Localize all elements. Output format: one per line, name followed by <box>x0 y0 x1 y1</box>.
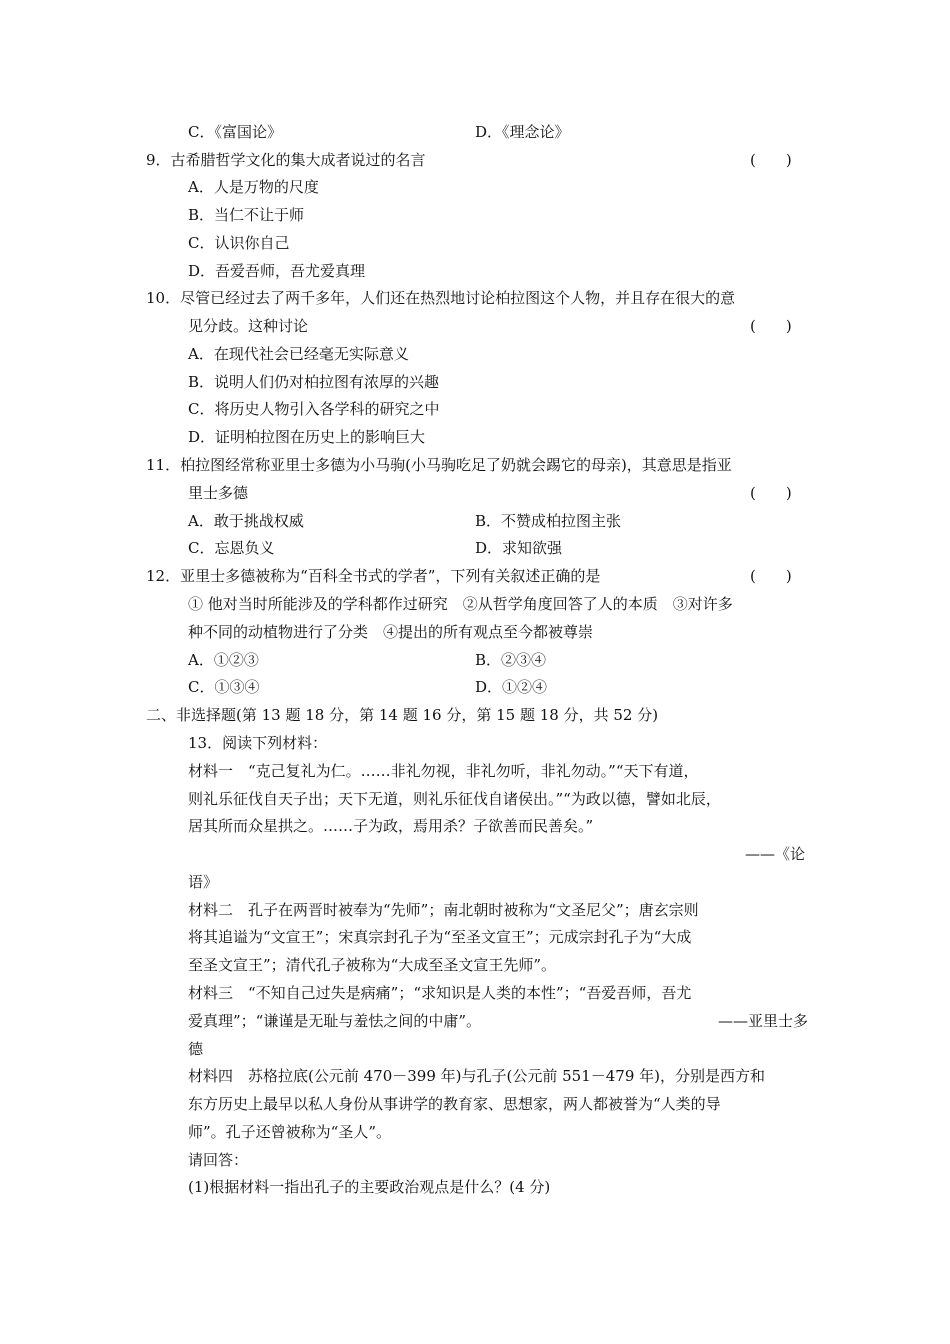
material-3-source-cont: 德 <box>188 1040 204 1058</box>
question-13: 13．阅读下列材料： <box>188 734 328 752</box>
answer-bracket-12: ( ) <box>750 567 792 585</box>
material-3-source: ——亚里士多 <box>718 1012 809 1030</box>
question-11: 11．柏拉图经常称亚里士多德为小马驹(小马驹吃足了奶就会踢它的母亲)，其意思是指亚 <box>146 456 732 474</box>
material-1-source-cont: 语》 <box>188 873 219 891</box>
option-9d: D．吾爱吾师，吾尤爱真理 <box>188 262 366 280</box>
question-9: 9．古希腊哲学文化的集大成者说过的名言 <box>146 151 426 169</box>
question-11-cont: 里士多德 <box>188 484 249 502</box>
material-2-line3: 至圣文宣王”；清代孔子被称为“大成至圣文宣王先师”。 <box>188 956 557 974</box>
material-1-line3: 居其所而众星拱之。……子为政，焉用杀？子欲善而民善矣。” <box>188 817 594 835</box>
sub-question-1: (1)根据材料一指出孔子的主要政治观点是什么？(4 分) <box>188 1178 551 1196</box>
option-11c: C．忘恩负义 <box>188 539 275 557</box>
question-10: 10．尽管已经过去了两千多年，人们还在热烈地讨论柏拉图这个人物，并且存在很大的意 <box>146 289 736 307</box>
option-10d: D．证明柏拉图在历史上的影响巨大 <box>188 428 426 446</box>
option-11d: D．求知欲强 <box>475 539 563 557</box>
option-10b: B．说明人们仍对柏拉图有浓厚的兴趣 <box>188 373 440 391</box>
question-12-statements-cont: 种不同的动植物进行了分类 ④提出的所有观点至今都被尊崇 <box>188 623 594 641</box>
material-2-line1: 材料二 孔子在两晋时被奉为“先师”；南北朝时被称为“文圣尼父”；唐玄宗则 <box>188 901 699 919</box>
option-12a: A．①②③ <box>188 651 259 669</box>
material-3-line1: 材料三 “不知自己过失是病痛”；“求知识是人类的本性”；“吾爱吾师，吾尤 <box>188 984 692 1002</box>
answer-bracket-9: ( ) <box>750 151 792 169</box>
material-4-line1: 材料四 苏格拉底(公元前 470－399 年)与孔子(公元前 551－479 年)，分别是西方和 <box>188 1067 766 1085</box>
question-12: 12．亚里士多德被称为“百科全书式的学者”，下列有关叙述正确的是 <box>146 567 601 585</box>
material-4-line2: 东方历史上最早以私人身份从事讲学的教育家、思想家，两人都被誉为“人类的导 <box>188 1095 721 1113</box>
answer-bracket-11: ( ) <box>750 484 792 502</box>
section-heading: 二、非选择题(第 13 题 18 分，第 14 题 16 分，第 15 题 18 分，共 52 分) <box>146 706 659 724</box>
material-1-source: ——《论 <box>745 845 806 863</box>
answer-prompt: 请回答： <box>188 1151 249 1169</box>
material-1-line1: 材料一 “克己复礼为仁。……非礼勿视，非礼勿听，非礼勿动。”“天下有道， <box>188 762 699 780</box>
option-11b: B．不赞成柏拉图主张 <box>475 512 622 530</box>
option-9c: C．认识你自己 <box>188 234 290 252</box>
option-10c: C．将历史人物引入各学科的研究之中 <box>188 400 440 418</box>
option-9b: B．当仁不让于师 <box>188 206 305 224</box>
answer-bracket-10: ( ) <box>750 317 792 335</box>
option-12c: C．①③④ <box>188 678 260 696</box>
option-10a: A．在现代社会已经毫无实际意义 <box>188 345 409 363</box>
material-4-line3: 师”。孔子还曾被称为“圣人”。 <box>188 1123 392 1141</box>
option-9a: A．人是万物的尺度 <box>188 178 319 196</box>
option-9d-prev: D．《理念论》 <box>475 123 570 141</box>
material-3-line2: 爱真理”；“谦谨是无耻与羞怯之间的中庸”。 <box>188 1012 482 1030</box>
option-12d: D．①②④ <box>475 678 548 696</box>
option-12b: B．②③④ <box>475 651 547 669</box>
option-9c-prev: C．《富国论》 <box>188 123 282 141</box>
material-2-line2: 将其追谥为“文宣王”；宋真宗封孔子为“至圣文宣王”；元成宗封孔子为“大成 <box>188 928 692 946</box>
option-11a: A．敢于挑战权威 <box>188 512 304 530</box>
material-1-line2: 则礼乐征伐自天子出；天下无道，则礼乐征伐自诸侯出。”“为政以德，譬如北辰， <box>188 790 721 808</box>
question-12-statements: ① 他对当时所能涉及的学科都作过研究 ②从哲学角度回答了人的本质 ③对许多 <box>188 595 733 613</box>
question-10-cont: 见分歧。这种讨论 <box>188 317 309 335</box>
